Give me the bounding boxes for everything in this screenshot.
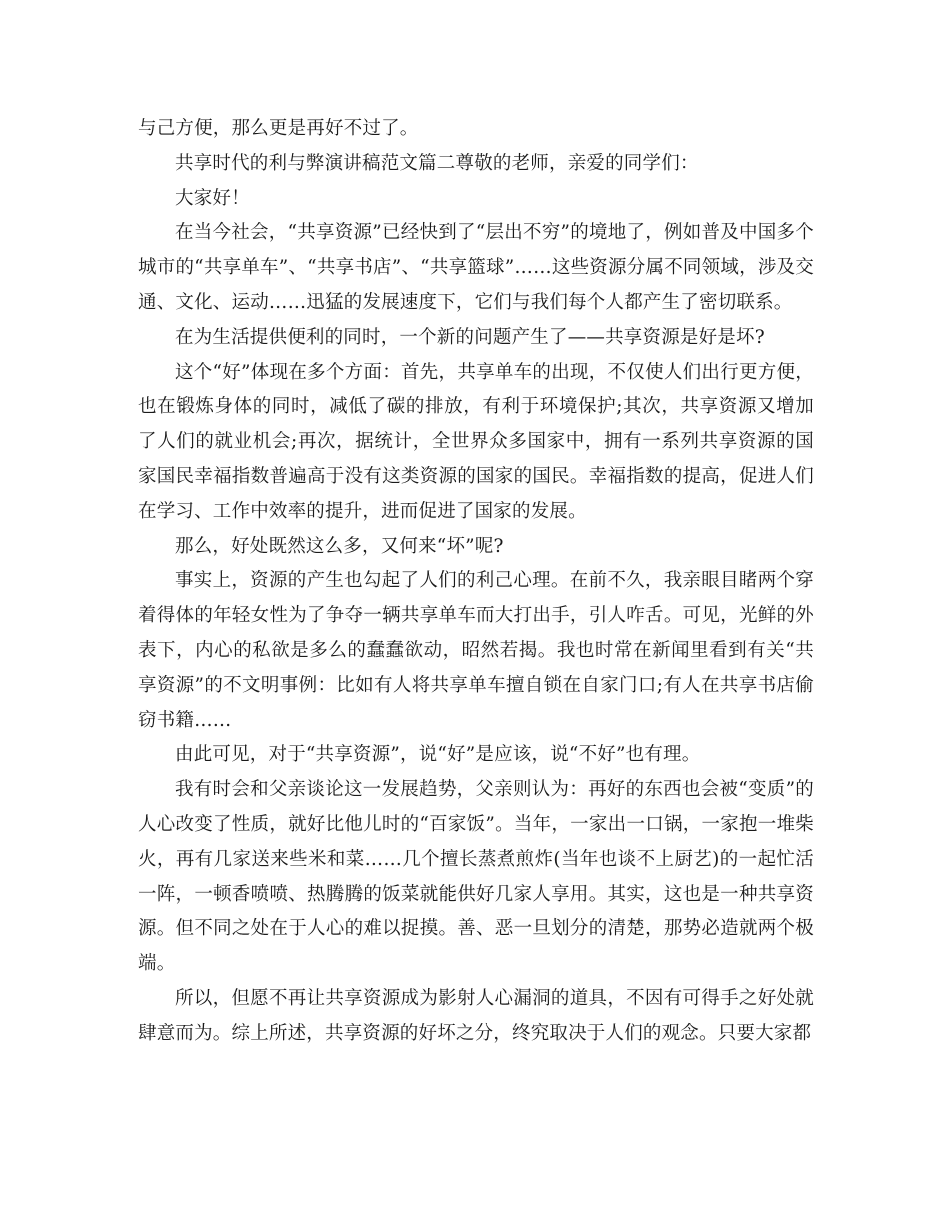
- paragraph: 在为生活提供便利的同时，一个新的问题产生了——共享资源是好是坏?: [175, 326, 765, 348]
- paragraph: 我有时会和父亲谈论这一发展趋势，父亲则认为：再好的东西也会被“变质”的人心改变了性质，就好比他儿时的“百家饭”。当年，一家出一口锅，一家抱一堆柴火，再有几家送来些米和菜……几个擅长蒸煮煎炸(当年也谈不上厨艺)的一起忙活一阵，一顿香喷喷、热腾腾的饭菜就能供好几家人享用。其实，这也是一种共享资源。但不同之处在于人心的难以捉摸。善、恶一旦划分的清楚，那势必造就两个极端。: [138, 779, 814, 975]
- paragraph: 在当今社会，“共享资源”已经快到了“层出不穷”的境地了，例如普及中国多个城市的“共享单车”、“共享书店”、“共享篮球”……这些资源分属不同领域，涉及交通、文化、运动……迅猛的发展速度下，它们与我们每个人都产生了密切联系。: [138, 222, 814, 313]
- paragraph: 与己方便，那么更是再好不过了。: [138, 118, 419, 139]
- paragraph: 共享时代的利与弊演讲稿范文篇二尊敬的老师，亲爱的同学们：: [175, 152, 699, 174]
- paragraph: 由此可见，对于“共享资源”，说“好”是应该，说“不好”也有理。: [175, 744, 701, 766]
- paragraph: 事实上，资源的产生也勾起了人们的利己心理。在前不久，我亲眼目睹两个穿着得体的年轻女性为了争夺一辆共享单车而大打出手，引人咋舌。可见，光鲜的外表下，内心的私欲是多么的蠢蠢欲动，昭然若揭。我也时常在新闻里看到有关“共享资源”的不文明事例：比如有人将共享单车擅自锁在自家门口;有人在共享书店偷窃书籍……: [138, 570, 814, 731]
- paragraph: 大家好！: [175, 187, 250, 209]
- paragraph: 那么，好处既然这么多，又何来“坏”呢?: [175, 535, 504, 557]
- paragraph: 这个“好”体现在多个方面：首先，共享单车的出现，不仅使人们出行更方便，也在锻炼身体的同时，减低了碳的排放，有利于环境保护;其次，共享资源又增加了人们的就业机会;再次，据统计，全世界众多国家中，拥有一系列共享资源的国家国民幸福指数普遍高于没有这类资源的国家的国民。幸福指数的提高，促进人们在学习、工作中效率的提升，进而促进了国家的发展。: [138, 361, 814, 522]
- document-body: [138, 112, 814, 1052]
- paragraph: 所以，但愿不再让共享资源成为影射人心漏洞的道具，不因有可得手之好处就肆意而为。综上所述，共享资源的好坏之分，终究取决于人们的观念。只要大家都: [138, 987, 814, 1044]
